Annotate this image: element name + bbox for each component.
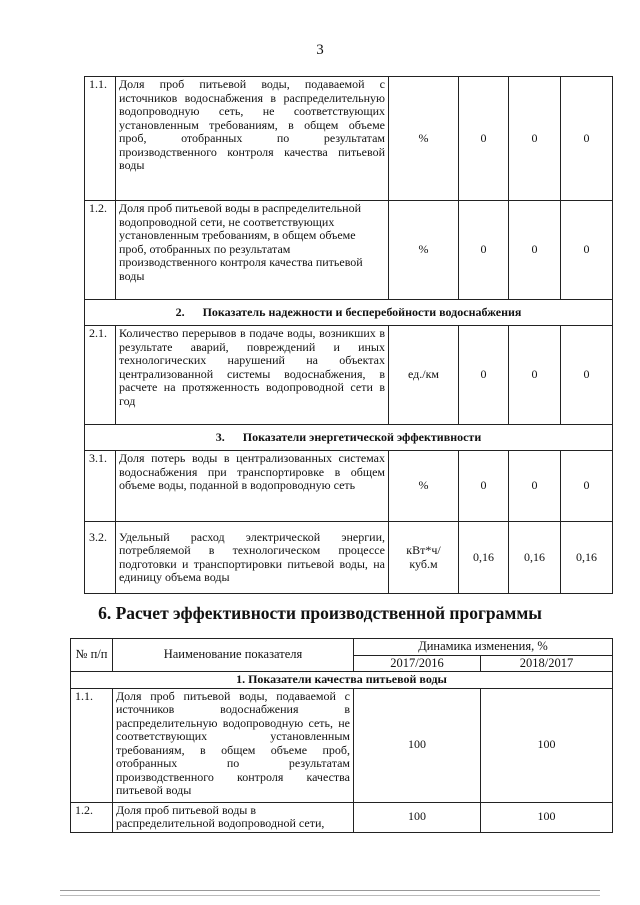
column-header-period: 2018/2017 [481, 655, 613, 672]
table-row: 3.1. Доля потерь воды в централизованных системах водоснабжения при транспортировке в общем объеме воды, поданной в водопроводную сеть % 0 0 0 [85, 451, 613, 522]
efficiency-table [70, 638, 613, 833]
section-title: Показатели энергетической эффективности [242, 429, 482, 444]
unit-cell: % [389, 201, 459, 300]
section-row: 3. Показатели энергетической эффективности [85, 425, 613, 451]
indicator-name: Доля потерь воды в централизованных системах водоснабжения при транспортировке в общем объеме воды, поданной в водопроводную сеть [116, 451, 389, 522]
indicator-name: Доля проб питьевой воды, подаваемой с источников водоснабжения в распределительную водопроводную сеть, не соответствующих установленным требованиям, в общем объеме проб, отобранных по результатам производственного контроля качества питьевой воды [116, 77, 389, 201]
indicator-name: Доля проб питьевой воды в распределительной водопроводной сети, не соответствующих установленным требованиям, в общем объеме проб, отобранных по результатам производственного контроля качества питьевой воды [116, 201, 389, 300]
page-bottom-line [60, 895, 600, 896]
unit-cell: % [389, 77, 459, 201]
page-bottom-line [60, 890, 600, 891]
unit-cell: кВт*ч/ куб.м [389, 522, 459, 594]
indicator-name: Доля проб питьевой воды, подаваемой с источников водоснабжения в распределительную водопроводную сеть, не соответствующих установленным требованиям, в общем объеме проб, отобранных по результатам производственного контроля качества питьевой воды [113, 688, 354, 802]
unit-cell: ед./км [389, 326, 459, 425]
table-row: 1.2. Доля проб питьевой воды в распределительной водопроводной сети, 100 100 [71, 802, 613, 832]
column-header-period: 2017/2016 [354, 655, 481, 672]
section-title: Показатель надежности и бесперебойности водоснабжения [202, 304, 522, 319]
table-row: 1.2. Доля проб питьевой воды в распределительной водопроводной сети, не соответствующих установленным требованиям, в общем объеме проб, отобранных по результатам производственного контроля качества питьевой воды % 0 0 0 [85, 201, 613, 300]
section-title: 1. Показатели качества питьевой воды [71, 672, 613, 689]
column-header-name: Наименование показателя [113, 639, 354, 672]
table-row: 1.1. Доля проб питьевой воды, подаваемой с источников водоснабжения в распределительную водопроводную сеть, не соответствующих установленным требованиям, в общем объеме проб, отобранных по результатам производственного контроля качества питьевой воды % 0 0 0 [85, 77, 613, 201]
column-header-num: № п/п [71, 639, 113, 672]
table-header-row [71, 639, 613, 656]
indicator-name: Количество перерывов в подаче воды, возникших в результате аварий, повреждений и иных технологических нарушений на объектах централизованной системы водоснабжения, в расчете на протяженность водопроводной сети в год [116, 326, 389, 425]
section-row [71, 672, 613, 689]
indicators-table [84, 76, 613, 594]
indicator-name: Удельный расход электрической энергии, потребляемой в технологическом процессе подготовки и транспортировки питьевой воды, на единицу объема воды [116, 522, 389, 594]
indicator-name: Доля проб питьевой воды в распределительной водопроводной сети, [113, 802, 354, 832]
table-row: 2.1. Количество перерывов в подаче воды, возникших в результате аварий, повреждений и иных технологических нарушений на объектах централизованной системы водоснабжения, в расчете на протяженность водопроводной сети в год ед./км 0 0 0 [85, 326, 613, 425]
column-header-dynamics: Динамика изменения, % [354, 639, 613, 656]
section-row: 2. Показатель надежности и бесперебойности водоснабжения [85, 300, 613, 326]
unit-cell: % [389, 451, 459, 522]
table-row: 3.2. Удельный расход электрической энергии, потребляемой в технологическом процессе подготовки и транспортировки питьевой воды, на единицу объема воды кВт*ч/ куб.м 0,16 0,16 0,16 [85, 522, 613, 594]
page-number: 3 [316, 42, 324, 58]
table-row: 1.1. Доля проб питьевой воды, подаваемой с источников водоснабжения в распределительную водопроводную сеть, не соответствующих установленным требованиям, в общем объеме проб, отобранных по результатам производственного контроля качества питьевой воды 100 100 [71, 688, 613, 802]
section-heading: 6. Расчет эффективности производственной программы [98, 603, 542, 623]
